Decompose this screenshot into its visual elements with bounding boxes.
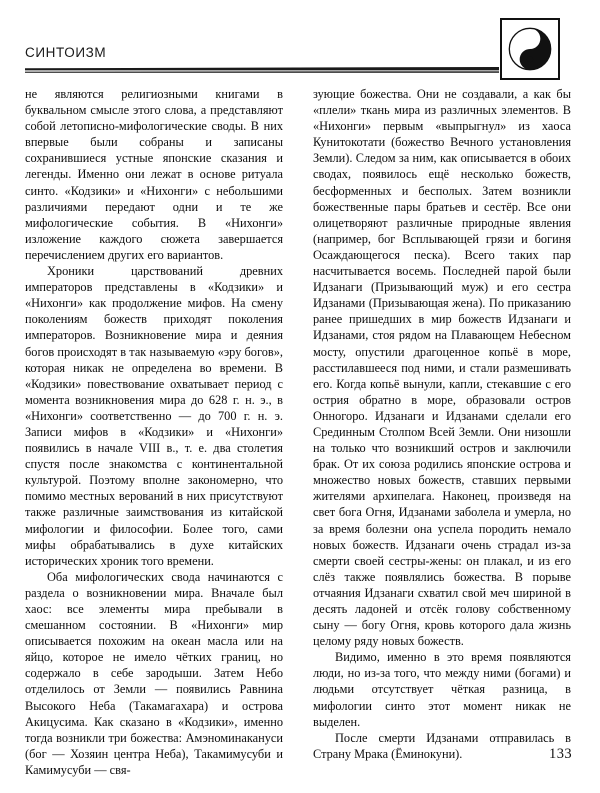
page-header (0, 0, 600, 90)
paragraph: После смерти Идзанами отправилась в Страну Мрака (Ёминокуни). (313, 730, 571, 761)
paragraph: Видимо, именно в это время появляются люди, но из-за того, что между ними (богами) и людьми отсутствует чёткая разница, в мифологии синто этот момент никак не выделен. (313, 650, 571, 729)
text-column-left (25, 86, 283, 778)
body-columns (0, 86, 600, 777)
running-title: СИНТОИЗМ (25, 45, 107, 60)
paragraph: Хроники царствований древних императоров представлены в «Кодзики» и «Нихонги» как продолжение мифов. На смену поколениям божеств приходят поколения императоров. Возникновение мира и деяния богов происходят в так называемую «эру богов», которая никак не определена во времени. В «Кодзики» повествование охватывает период с момента возникновения мира до 628 г. н. э., в «Нихонги» соответственно — до 700 г. н. э. Записи мифов в «Кодзики» и «Нихонги» появились в начале VIII в., т. е. два столетия спустя после знакомства с континентальной культурой. Поэтому вполне закономерно, что помимо местных верований в них присутствуют также различные заимствования из китайской мифологии и философии. Более того, сами мифы обрабатывались в духе китайских исторических хроник того времени. (25, 264, 283, 568)
paragraph: зующие божества. Они не создавали, а как бы «плели» ткань мира из различных элементов. В «Нихонги» первым «выпрыгнул» из хаоса Кунитокотати (божество Вечного установления Земли). Следом за ним, как описывается в обоих сводах, появилось ещё несколько божеств, бесформенных и бесполых. Затем возникли божественные пары братьев и сестёр. Все они олицетворяют различные природные явления (например, бог Всплывающей грязи и богиня Осаждающегося песка). Всего таких пар насчитывается восемь. Последней парой были Идзанаги (Призывающий муж) и его сестра Идзанами (Призывающая жена). По приказанию ранее пришедших в мир божеств Идзанаги и Идзанами, стоя рядом на Плавающем Небесном мосту, опустили драгоценное копьё в море, расстилавшееся под ними, и стали размешивать его. Когда копьё вынули, капли, стекавшие с его острия обратно в море, образовали остров Онногоро. Идзанаги и Идзанами сделали его Срединным Столпом Всей Земли. Они низошли на только что возникший остров и заключили брак. От их союза родились японские острова и множество новых божеств, ставших первыми жителями архипелага. Наконец, произведя на свет бога Огня, Идзанами заболела и умерла, но за время болезни она успела породить немало новых божеств. Идзанаги очень страдал из-за смерти своей сестры-жены: он плакал, и из его слёз также появлялись божества. В порыве отчаяния Идзанаги схватил свой меч шириной в десять ладоней и отсёк голову собственному сыну — богу Огня, кровь которого дала жизнь целому ряду новых божеств. (313, 87, 571, 649)
paragraph: не являются религиозными книгами в буквальном смысле этого слова, а представляют собой летописно-мифологические своды. В них впервые были собраны и записаны сохранившиеся устные японские сказания и легенды. Именно они лежат в основе ритуала синто. «Кодзики» и «Нихонги» с небольшими различиями передают одни и те же мифологические события. В «Нихонги» изложение каждого сюжета завершается перечислением других его вариантов. (25, 87, 283, 262)
text-column-right (313, 86, 571, 762)
yin-yang-icon (508, 27, 552, 71)
page-number: 133 (549, 746, 572, 762)
paragraph: Оба мифологических свода начинаются с раздела о возникновении мира. Вначале был хаос: все элементы мира пребывали в смешанном состоянии. В «Нихонги» мир описывается похожим на океан масла или на яйцо, которое не имело чётких границ, но содержало в себе зародыши. Затем Небо отделилось от Земли — появились Равнина Высокого Неба (Такамагахара) и острова Акицусима. Как сказано в «Кодзики», именно тогда возникли три божества: Амэноминакануси (бог — Хозяин центра Неба), Такамимусуби и Камимусуби — свя- (25, 569, 283, 777)
emblem-frame (500, 18, 560, 80)
header-rule (25, 67, 499, 75)
